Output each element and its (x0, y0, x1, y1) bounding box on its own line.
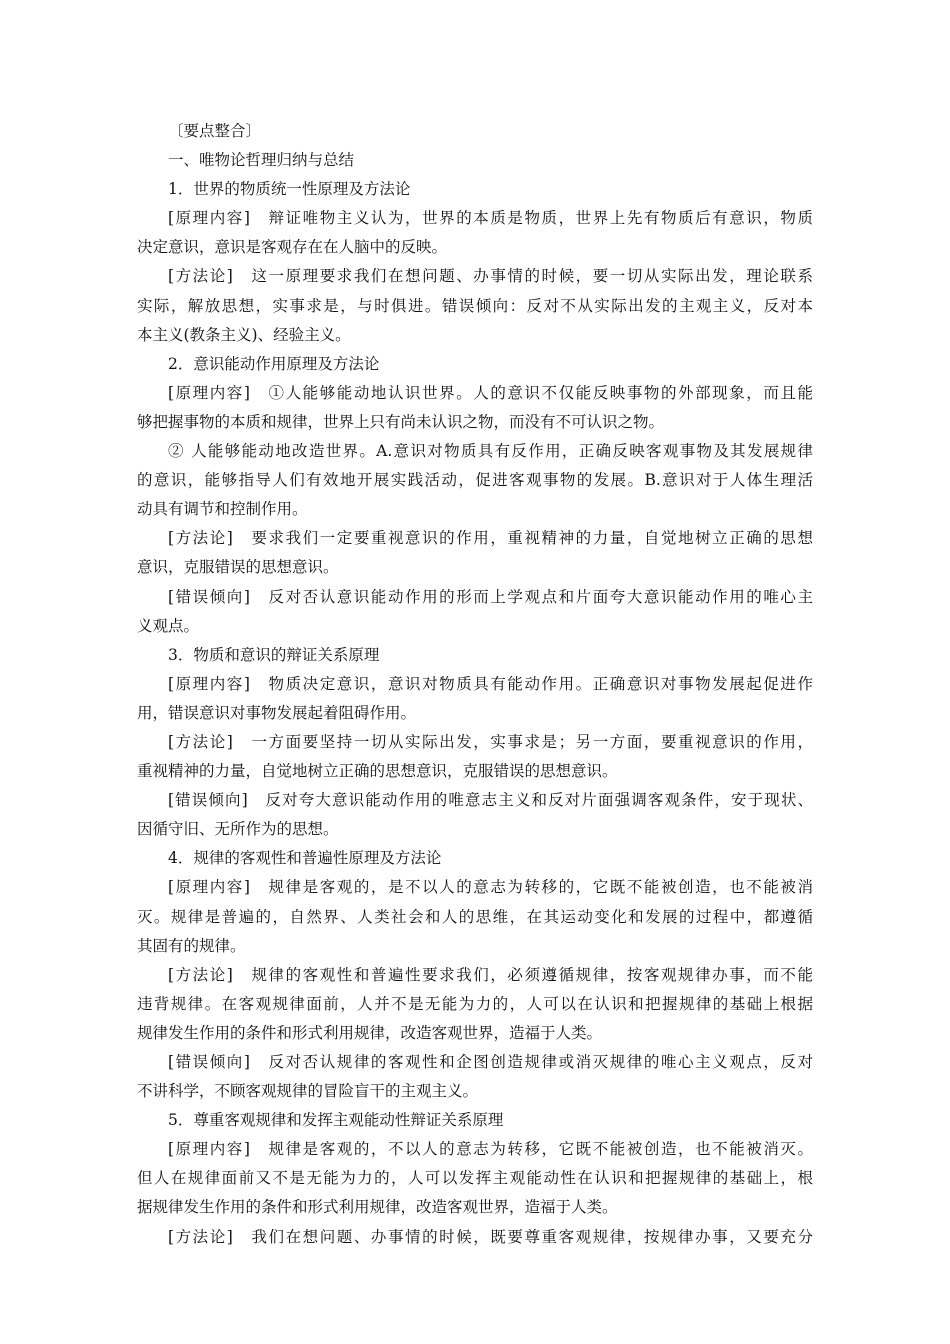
paragraph-line: 违背规律。在客观规律面前，人并不是无能为力的，人可以在认识和把握规律的基础上根据 (137, 994, 813, 1013)
paragraph-line: 本主义(教条主义)、经验主义。 (137, 325, 351, 344)
paragraph-line: [原理内容] 辩证唯物主义认为，世界的本质是物质，世界上先有物质后有意识，物质 (168, 209, 813, 228)
paragraph-line: 意识，克服错误的思想意识。 (137, 558, 339, 577)
paragraph-line: [原理内容] ①人能够能动地认识世界。人的意识不仅能反映事物的外部现象，而且能 (168, 383, 813, 402)
paragraph-line: [方法论] 一方面要坚持一切从实际出发，实事求是；另一方面，要重视意识的作用， (168, 732, 813, 751)
subsection-heading: 3．物质和意识的辩证关系原理 (168, 645, 380, 664)
paragraph-line: 义观点。 (137, 616, 200, 635)
paragraph-line: [原理内容] 规律是客观的，是不以人的意志为转移的，它既不能被创造，也不能被消 (168, 878, 813, 897)
paragraph-line: 够把握事物的本质和规律，世界上只有尚未认识之物，而没有不可认识之物。 (137, 412, 665, 431)
paragraph-line: [方法论] 这一原理要求我们在想问题、办事情的时候，要一切从实际出发，理论联系 (168, 267, 813, 286)
paragraph-line: [原理内容] 物质决定意识，意识对物质具有能动作用。正确意识对事物发展起促进作 (168, 674, 813, 693)
paragraph-line: [原理内容] 规律是客观的，不以人的意志为转移，它既不能被创造，也不能被消灭。 (168, 1140, 813, 1159)
paragraph-line: [错误倾向] 反对否认意识能动作用的形而上学观点和片面夸大意识能动作用的唯心主 (168, 587, 813, 606)
paragraph-line: 因循守旧、无所作为的思想。 (137, 820, 339, 839)
subsection-heading: 4．规律的客观性和普遍性原理及方法论 (168, 849, 442, 868)
subsection-heading: 1．世界的物质统一性原理及方法论 (168, 180, 411, 199)
paragraph-line: [方法论] 要求我们一定要重视意识的作用，重视精神的力量，自觉地树立正确的思想 (168, 529, 813, 548)
paragraph-line: 动具有调节和控制作用。 (137, 500, 308, 519)
paragraph-line: 重视精神的力量，自觉地树立正确的思想意识，克服错误的思想意识。 (137, 762, 618, 781)
paragraph-line: 用，错误意识对事物发展起着阻碍作用。 (137, 703, 417, 722)
subsection-heading: 2．意识能动作用原理及方法论 (168, 354, 380, 373)
paragraph-line: 其固有的规律。 (137, 936, 246, 955)
paragraph-line: 不讲科学，不顾客观规律的冒险盲干的主观主义。 (137, 1082, 479, 1101)
paragraph-line: [错误倾向] 反对夸大意识能动作用的唯意志主义和反对片面强调客观条件，安于现状、 (168, 791, 813, 810)
paragraph-line: 灭。规律是普遍的，自然界、人类社会和人的思维，在其运动变化和发展的过程中，都遵循 (137, 907, 813, 926)
paragraph-line: [方法论] 我们在想问题、办事情的时候，既要尊重客观规律，按规律办事，又要充分 (168, 1227, 813, 1246)
chapter-heading: 一、唯物论哲理归纳与总结 (168, 151, 355, 170)
paragraph-line: [方法论] 规律的客观性和普遍性要求我们，必须遵循规律，按客观规律办事，而不能 (168, 965, 813, 984)
paragraph-line: 据规律发生作用的条件和形式利用规律，改造客观世界，造福于人类。 (137, 1198, 618, 1217)
document-body (137, 117, 813, 1252)
paragraph-line: 规律发生作用的条件和形式利用规律，改造客观世界，造福于人类。 (137, 1023, 603, 1042)
paragraph-line: 的意识，能够指导人们有效地开展实践活动，促进客观事物的发展。B.意识对于人体生理活 (137, 471, 813, 490)
paragraph-line: ② 人能够能动地改造世界。A.意识对物质具有反作用，正确反映客观事物及其发展规律 (168, 442, 813, 461)
section-heading: 〔要点整合〕 (168, 122, 262, 140)
paragraph-line: [错误倾向] 反对否认规律的客观性和企图创造规律或消灭规律的唯心主义观点，反对 (168, 1053, 813, 1071)
paragraph-line: 实际，解放思想，实事求是，与时俱进。错误倾向：反对不从实际出发的主观主义，反对本 (137, 296, 813, 315)
paragraph-line: 但人在规律面前又不是无能为力的，人可以发挥主观能动性在认识和把握规律的基础上，根 (137, 1169, 813, 1188)
paragraph-line: 决定意识，意识是客观存在在人脑中的反映。 (137, 238, 448, 257)
subsection-heading: 5．尊重客观规律和发挥主观能动性辩证关系原理 (168, 1111, 504, 1130)
